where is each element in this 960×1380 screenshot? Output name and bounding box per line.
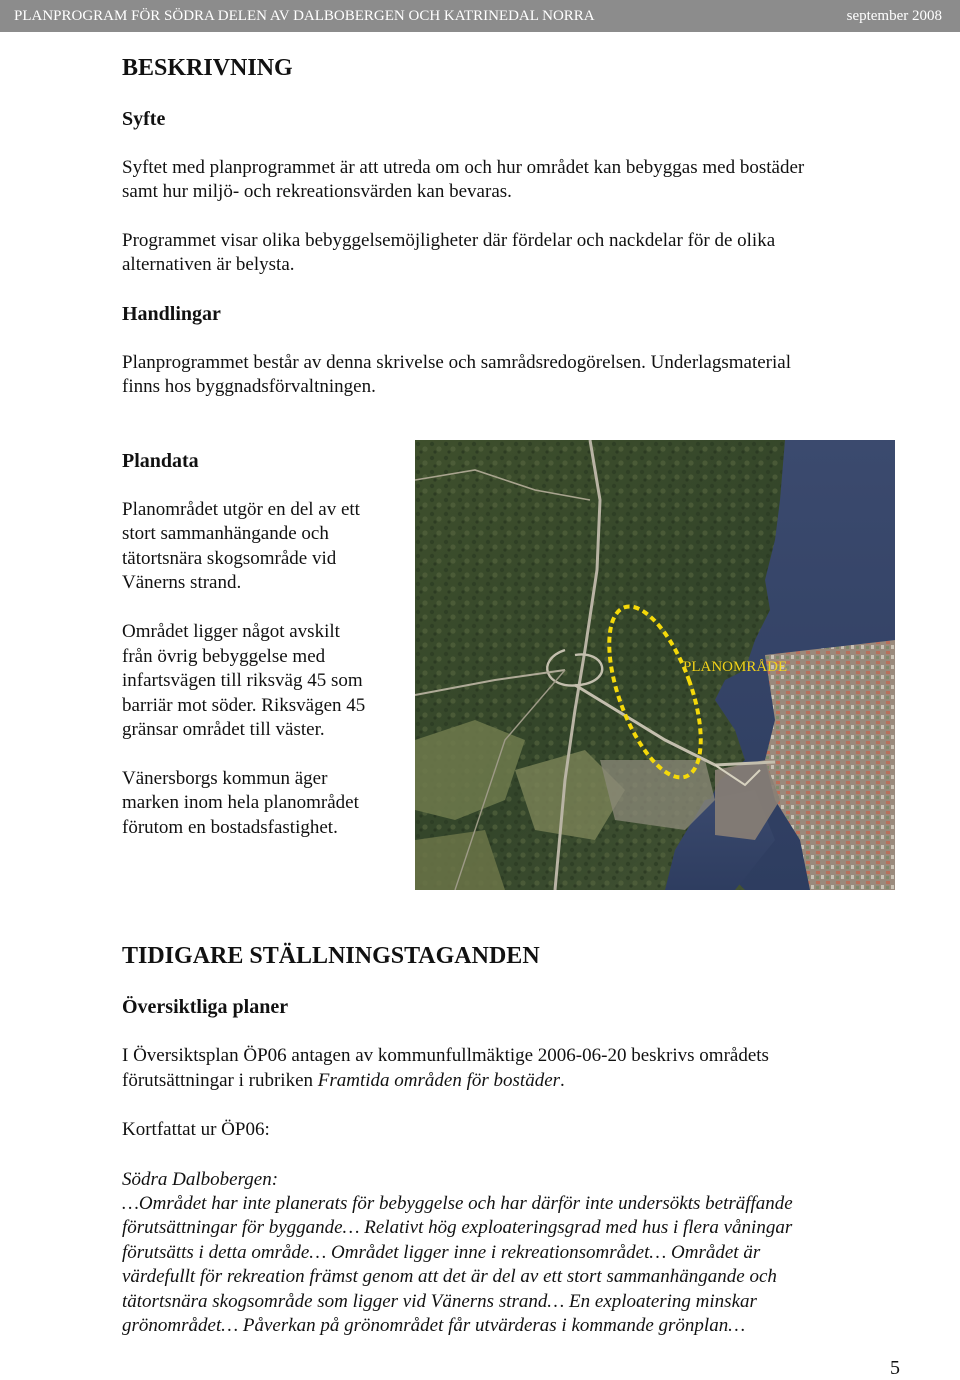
map-label: PLANOMRÅDE (683, 659, 788, 675)
plandata-p1-line-1: Planområdet utgör en del av ett (122, 499, 360, 520)
syfte-line-3: Programmet visar olika bebyggelsemöjligheter där fördelar och nackdelar för de olika (122, 230, 776, 251)
quote-line-4: värdefullt för rekreation främst genom att det är del av ett stort sammanhängande och (122, 1266, 777, 1287)
oversikt-line-2 (122, 1069, 565, 1093)
quote-line-6: grönområdet… Påverkan på grönområdet får utvärderas i kommande grönplan… (122, 1315, 746, 1336)
syfte-line-2: samt hur miljö- och rekreationsvärden kan bevaras. (122, 181, 512, 202)
heading-plandata: Plandata (122, 450, 199, 472)
kortfattat: Kortfattat ur ÖP06: (122, 1119, 270, 1140)
handlingar-line-1: Planprogrammet består av denna skrivelse och samrådsredogörelsen. Underlagsmaterial (122, 352, 791, 373)
aerial-map (415, 440, 895, 890)
plandata-p1-line-3: tätortsnära skogsområde vid (122, 548, 337, 569)
page-number: 5 (890, 1357, 900, 1379)
quote-line-3: förutsätts i detta område… Området ligger inne i rekreationsområdet… Området är (122, 1242, 761, 1263)
oversikt-line-2-c: . (560, 1070, 565, 1091)
oversikt-line-2-b: Framtida områden för bostäder (317, 1070, 561, 1091)
plandata-p2-line-3: infartsvägen till riksväg 45 som (122, 670, 363, 691)
plandata-p3-line-1: Vänersborgs kommun äger (122, 768, 328, 789)
quote-line-2: förutsättningar för byggande… Relativt hög exploateringsgrad med hus i flera våningar (122, 1217, 793, 1238)
heading-oversiktliga: Översiktliga planer (122, 996, 289, 1018)
quote-line-1: …Området har inte planerats för bebyggelse och har därför inte undersökts beträffande (122, 1193, 793, 1214)
header-title: PLANPROGRAM FÖR SÖDRA DELEN AV DALBOBERGEN OCH KATRINEDAL NORRA (14, 8, 595, 24)
page-header (0, 0, 960, 32)
plandata-p2-line-5: gränsar området till väster. (122, 719, 325, 740)
oversikt-line-2-a: förutsättningar i rubriken (122, 1070, 318, 1091)
oversikt-line-1: I Översiktsplan ÖP06 antagen av kommunfullmäktige 2006-06-20 beskrivs områdets (122, 1045, 769, 1066)
handlingar-line-2: finns hos byggnadsförvaltningen. (122, 376, 376, 397)
plandata-p2-line-1: Området ligger något avskilt (122, 621, 340, 642)
quote-heading: Södra Dalbobergen: (122, 1169, 279, 1190)
heading-syfte: Syfte (122, 108, 166, 130)
plandata-p2-line-2: från övrig bebyggelse med (122, 646, 326, 667)
heading-handlingar: Handlingar (122, 303, 221, 325)
plandata-p3-line-3: förutom en bostadsfastighet. (122, 817, 338, 838)
syfte-line-1: Syftet med planprogrammet är att utreda om och hur området kan bebyggas med bostäder (122, 157, 805, 178)
syfte-line-4: alternativen är belysta. (122, 254, 295, 275)
plandata-p3-line-2: marken inom hela planområdet (122, 792, 359, 813)
heading-beskrivning: BESKRIVNING (122, 55, 293, 81)
quote-line-5: tätortsnära skogsområde som ligger vid Vänerns strand… En exploatering minskar (122, 1291, 757, 1312)
plandata-p2-line-4: barriär mot söder. Riksvägen 45 (122, 695, 366, 716)
heading-tidigare: TIDIGARE STÄLLNINGSTAGANDEN (122, 943, 540, 969)
header-date: september 2008 (846, 8, 942, 24)
plandata-p1-line-4: Vänerns strand. (122, 572, 242, 593)
plandata-p1-line-2: stort sammanhängande och (122, 523, 329, 544)
